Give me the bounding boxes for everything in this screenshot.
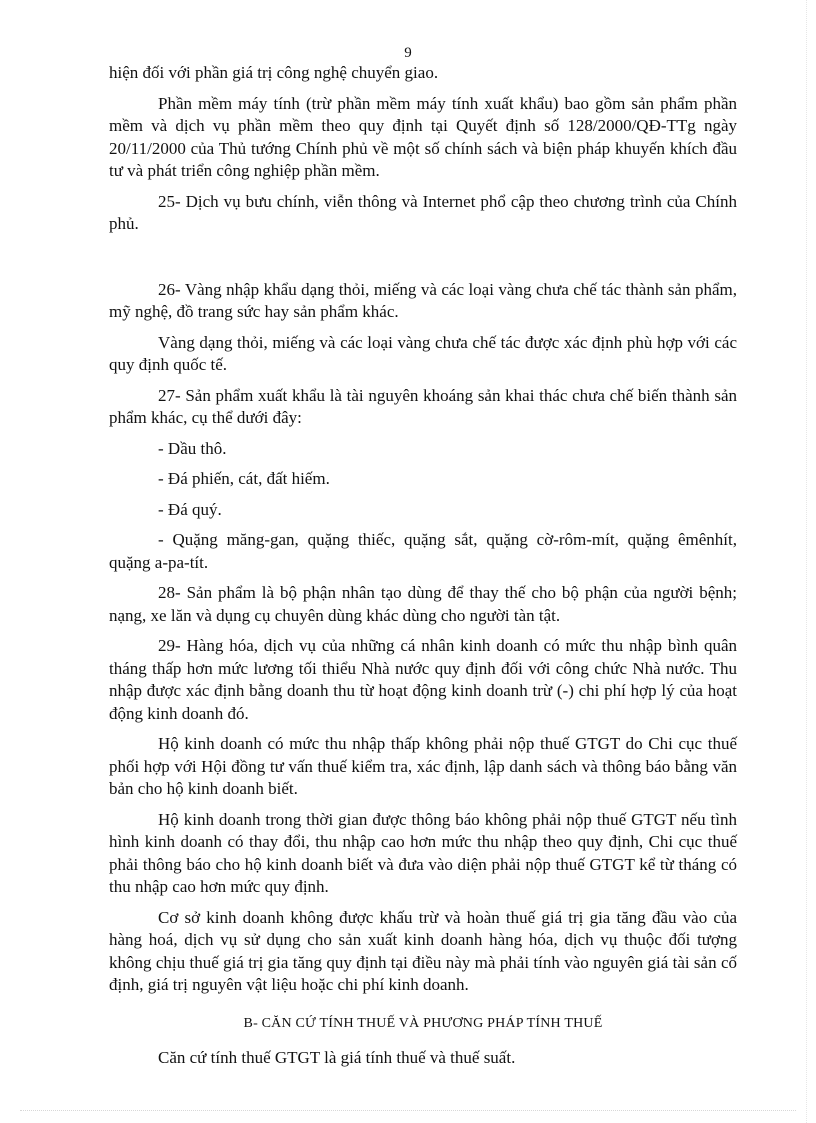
list-item-gemstones: - Đá quý.: [158, 499, 222, 519]
paragraph-tax-basis: Căn cứ tính thuế GTGT là giá tính thuế và thuế suất.: [158, 1048, 516, 1067]
paragraph-input-vat: Cơ sở kinh doanh không được khấu trừ và hoàn thuế giá trị gia tăng đầu vào của hàng hoá, dịch vụ sử dụng cho sản xuất kinh doanh hàng hóa, dịch vụ thuộc đối tượng không chịu thuế giá trị gia tăng quy định tại điều này mà phải tính vào nguyên giá tài sản cố định, giá trị nguyên vật liệu hoặc chi phí kinh doanh.: [109, 907, 737, 994]
document-body: [109, 62, 737, 1078]
page-number: 9: [404, 45, 412, 61]
paragraph-item-25: 25- Dịch vụ bưu chính, viễn thông và Internet phổ cập theo chương trình của Chính phủ.: [109, 191, 737, 233]
paragraph-continuation: hiện đối với phần giá trị công nghệ chuyển giao.: [109, 63, 439, 82]
paragraph-gold-standard: Vàng dạng thỏi, miếng và các loại vàng chưa chế tác được xác định phù hợp với các quy định quốc tế.: [109, 332, 737, 374]
section-heading: B- CĂN CỨ TÍNH THUẾ VÀ PHƯƠNG PHÁP TÍNH THUẾ: [243, 1015, 603, 1031]
paragraph-item-28: 28- Sản phẩm là bộ phận nhân tạo dùng để thay thế cho bộ phận của người bệnh; nạng, xe lăn và dụng cụ chuyên dùng khác dùng cho người tàn tật.: [109, 583, 737, 625]
paragraph-item-29: 29- Hàng hóa, dịch vụ của những cá nhân kinh doanh có mức thu nhập bình quân tháng thấp hơn mức lương tối thiểu Nhà nước quy định đối với công chức Nhà nước. Thu nhập được xác định bằng doanh thu từ hoạt động kinh doanh trừ (-) chi phí hợp lý của hoạt động kinh doanh đó.: [109, 636, 737, 723]
paragraph-software: Phần mềm máy tính (trừ phần mềm máy tính xuất khẩu) bao gồm sản phẩm phần mềm và dịch vụ phần mềm theo quy định tại Quyết định số 128/2000/QĐ-TTg ngày 20/11/2000 của Thủ tướng Chính phủ về một số chính sách và biện pháp khuyến khích đầu tư và phát triển công nghiệp phần mềm.: [109, 93, 737, 180]
paragraph-low-income-households: Hộ kinh doanh có mức thu nhập thấp không phải nộp thuế GTGT do Chi cục thuế phối hợp với Hội đồng tư vấn thuế kiểm tra, xác định, lập danh sách và thông báo bằng văn bản cho hộ kinh doanh biết.: [109, 734, 737, 798]
paragraph-item-26: 26- Vàng nhập khẩu dạng thỏi, miếng và các loại vàng chưa chế tác thành sản phẩm, mỹ nghệ, đồ trang sức hay sản phẩm khác.: [109, 279, 737, 321]
list-item-stone-sand: - Đá phiến, cát, đất hiếm.: [158, 469, 330, 488]
paragraph-item-27: 27- Sản phẩm xuất khẩu là tài nguyên khoáng sản khai thác chưa chế biến thành sản phẩm khác, cụ thể dưới đây:: [109, 385, 737, 427]
list-item-crude-oil: - Dầu thô.: [158, 438, 227, 458]
blank-gap: [109, 244, 737, 279]
paragraph-income-change: Hộ kinh doanh trong thời gian được thông báo không phải nộp thuế GTGT nếu tình hình kinh doanh có thay đổi, thu nhập cao hơn mức thu nhập theo quy định, Chi cục thuế phải thông báo cho hộ kinh doanh biết và đưa vào diện phải nộp thuế GTGT kể từ tháng có thu nhập cao hơn mức quy định.: [109, 809, 737, 896]
page-bottom-divider: [20, 1110, 796, 1111]
list-item-ores: - Quặng măng-gan, quặng thiếc, quặng sắt, quặng cờ-rôm-mít, quặng êmênhít, quặng a-pa-tít.: [109, 530, 737, 572]
page-right-divider: [806, 0, 807, 1123]
